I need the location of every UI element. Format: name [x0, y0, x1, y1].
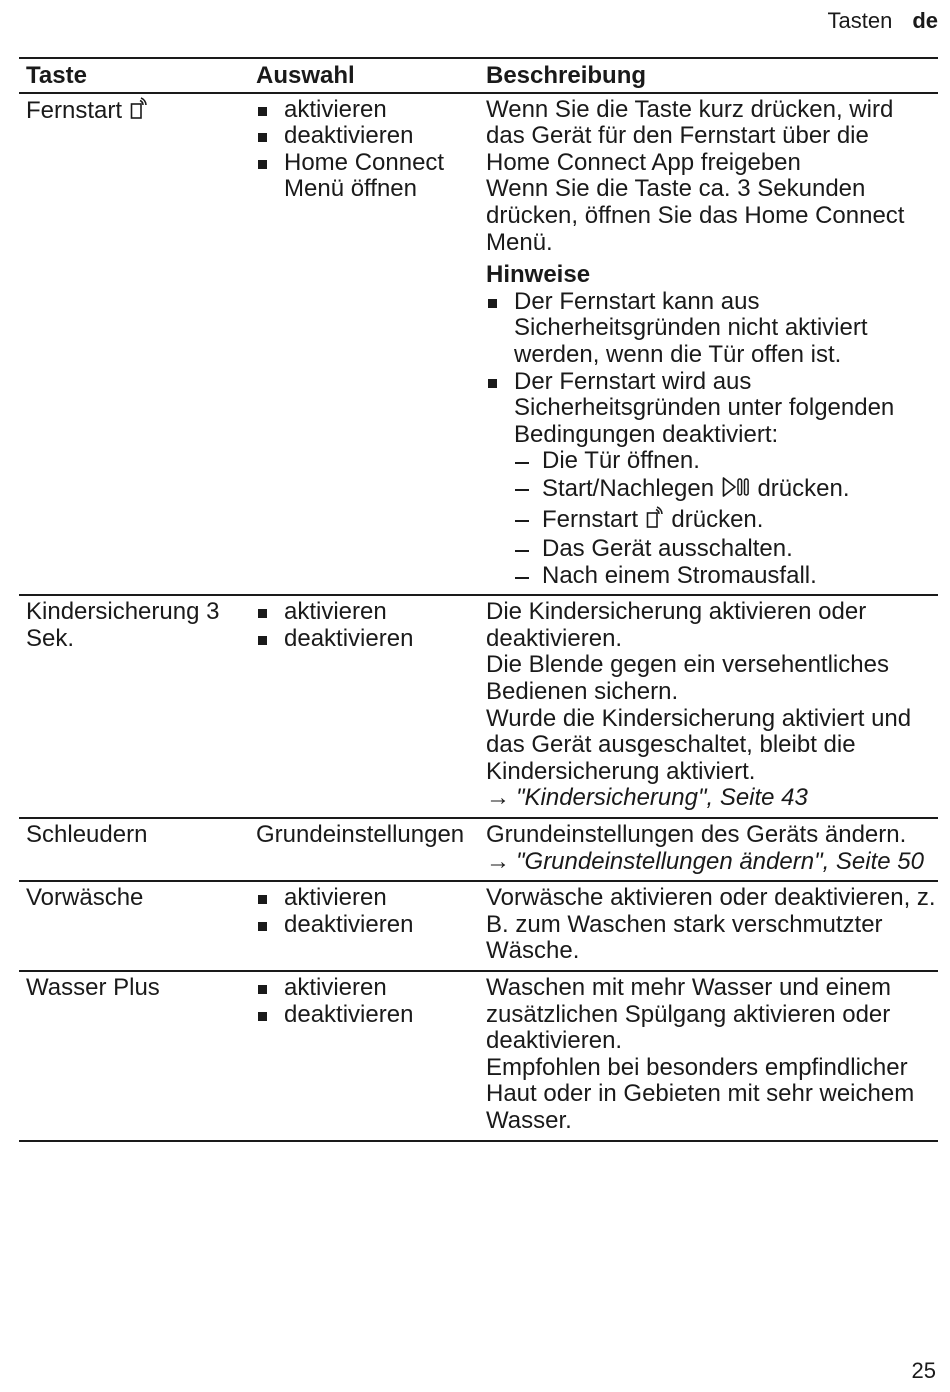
condition-text: Start/Nachlegen — [542, 474, 715, 502]
condition-item — [514, 536, 938, 563]
arrow-right-icon: → — [486, 847, 510, 875]
notes-list — [486, 289, 938, 590]
description-text: Die Blende gegen ein versehentliches Bedienen sichern. — [486, 651, 889, 706]
option-item: deaktivieren — [256, 626, 479, 653]
key-label: Wasser Plus — [26, 974, 160, 1001]
key-cell — [19, 818, 249, 881]
condition-text: Fernstart — [542, 505, 639, 533]
table-row — [19, 818, 938, 881]
description-cell — [479, 595, 938, 818]
table-row — [19, 971, 938, 1141]
section-title: Tasten — [827, 8, 893, 33]
option-item: aktivieren — [256, 97, 479, 124]
option-list — [256, 975, 479, 1028]
cross-reference-text: "Kindersicherung", Seite 43 — [516, 784, 808, 812]
note-text: Der Fernstart kann aus Sicherheitsgründen nicht aktiviert werden, wenn die Tür offen ist. — [514, 287, 868, 368]
option-item: deaktivieren — [256, 123, 479, 150]
condition-item — [514, 563, 938, 590]
selection-cell — [249, 971, 479, 1141]
option-list — [256, 885, 479, 938]
description-text: Vorwäsche aktivieren oder deaktivieren, z. B. zum Waschen stark verschmutzter Wäsche. — [486, 884, 936, 965]
selection-cell — [249, 818, 479, 881]
option-item: Home Connect Menü öffnen — [256, 150, 479, 203]
key-cell — [19, 595, 249, 818]
condition-text: Das Gerät ausschalten. — [542, 535, 793, 563]
table-row — [19, 93, 938, 596]
description-cell — [479, 93, 938, 596]
table-row — [19, 881, 938, 971]
option-list — [256, 97, 479, 203]
cross-reference-link[interactable] — [486, 849, 938, 876]
description-text: Wenn Sie die Taste ca. 3 Sekunden drücken, öffnen Sie das Home Connect Menü. — [486, 175, 905, 256]
column-header-description: Beschreibung — [479, 58, 938, 93]
key-cell — [19, 971, 249, 1141]
table-row — [19, 595, 938, 818]
key-label: Kindersicherung 3 Sek. — [26, 598, 220, 652]
key-cell — [19, 93, 249, 596]
condition-text: Die Tür öffnen. — [542, 447, 700, 475]
key-label: Fernstart — [26, 96, 123, 124]
description-text: Grundeinstellungen des Geräts ändern. — [486, 821, 907, 849]
condition-item — [514, 448, 938, 475]
key-cell — [19, 881, 249, 971]
remote-start-icon — [129, 97, 149, 128]
condition-item — [514, 475, 938, 506]
cross-reference-link[interactable] — [486, 785, 938, 812]
option-item: deaktivieren — [256, 912, 479, 939]
note-text: Der Fernstart wird aus Sicherheitsgründen unter folgenden Bedingungen deaktiviert: — [514, 367, 895, 448]
remote-start-icon — [645, 506, 665, 537]
table-header-row — [19, 58, 938, 93]
arrow-right-icon: → — [486, 784, 510, 812]
cross-reference-text: "Grundeinstellungen ändern", Seite 50 — [516, 847, 924, 875]
selection-cell — [249, 881, 479, 971]
description-cell — [479, 971, 938, 1141]
page-number: 25 — [911, 1358, 936, 1383]
description-text: Waschen mit mehr Wasser und einem zusätzlichen Spülgang aktivieren oder deaktivieren. — [486, 974, 892, 1055]
conditions-list — [514, 448, 938, 589]
description-text: Die Kindersicherung aktivieren oder deaktivieren. — [486, 598, 867, 652]
language-code: de — [912, 8, 938, 33]
description-text: Wurde die Kindersicherung aktiviert und das Gerät ausgeschaltet, bleibt die Kindersicherung aktiviert. — [486, 704, 912, 785]
description-cell — [479, 818, 938, 881]
condition-item — [514, 506, 938, 537]
description-text: Wenn Sie die Taste kurz drücken, wird das Gerät für den Fernstart über die Home Connect App freigeben — [486, 95, 894, 176]
option-list — [256, 599, 479, 652]
note-item — [486, 369, 938, 590]
description-text: Empfohlen bei besonders empfindlicher Haut oder in Gebieten mit sehr weichem Wasser. — [486, 1053, 915, 1134]
note-item — [486, 289, 938, 369]
start-pause-icon — [721, 475, 751, 506]
condition-text: drücken. — [757, 474, 850, 502]
running-header — [827, 6, 938, 36]
key-label: Schleudern — [26, 821, 148, 849]
selection-cell — [249, 93, 479, 596]
option-item: aktivieren — [256, 885, 479, 912]
column-header-selection: Auswahl — [249, 58, 479, 93]
option-item: deaktivieren — [256, 1002, 479, 1029]
option-item: aktivieren — [256, 975, 479, 1002]
column-header-key: Taste — [19, 58, 249, 93]
condition-text: Nach einem Stromausfall. — [542, 561, 817, 589]
option-item: aktivieren — [256, 599, 479, 626]
notes-heading: Hinweise — [486, 261, 591, 289]
description-cell — [479, 881, 938, 971]
condition-text: drücken. — [671, 505, 764, 533]
option-text: Grundeinstellungen — [256, 821, 465, 849]
selection-cell — [249, 595, 479, 818]
key-label: Vorwäsche — [26, 884, 144, 912]
buttons-table — [19, 57, 938, 1142]
